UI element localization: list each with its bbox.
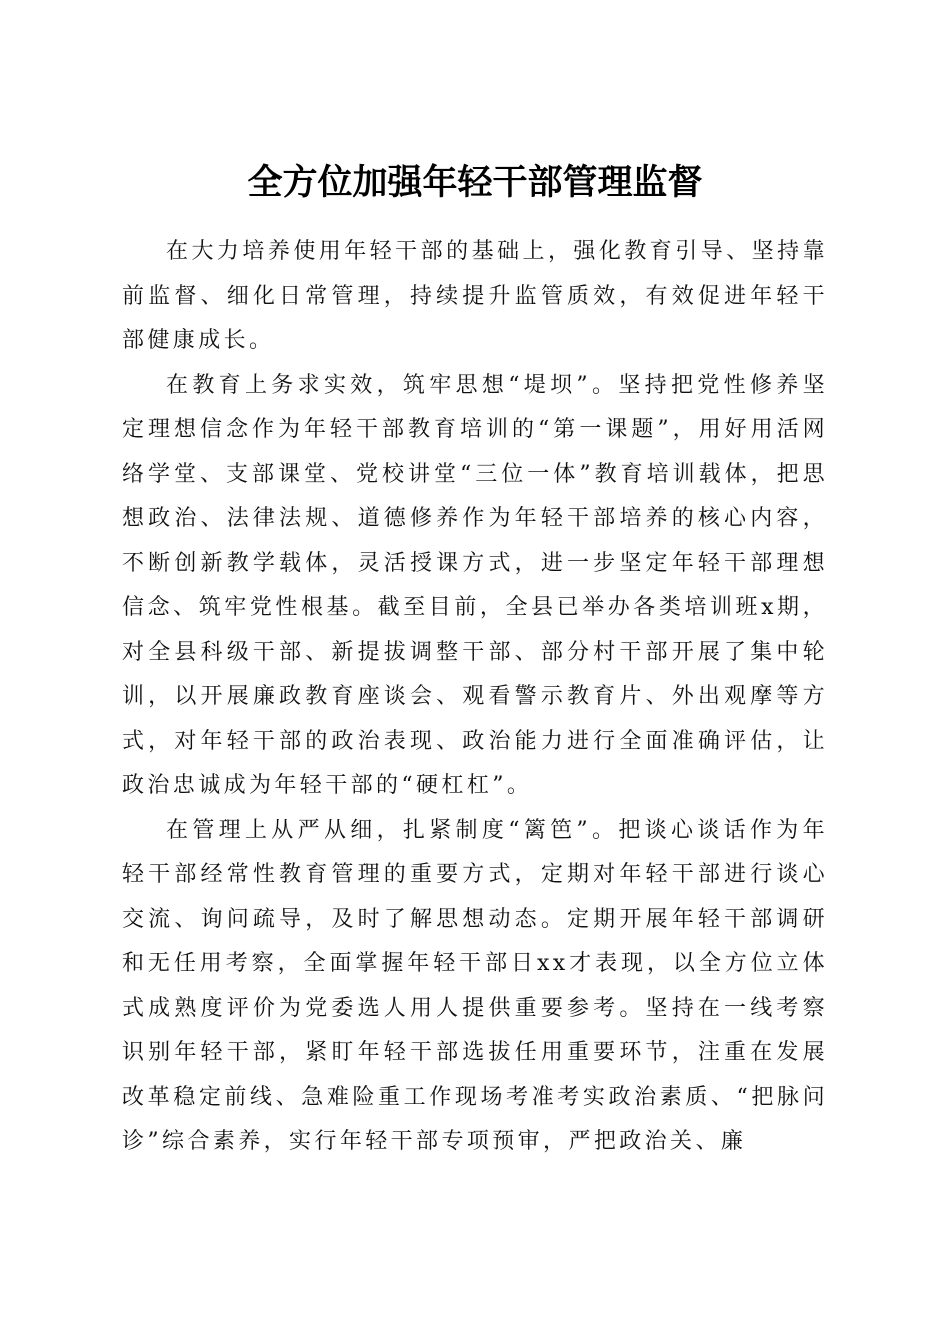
- paragraph-education: 在教育上务求实效，筑牢思想“堤坝”。坚持把党性修养坚定理想信念作为年轻干部教育培训的“第一课题”，用好用活网络学堂、支部课堂、党校讲堂“三位一体”教育培训载体，把思想政治、法律法规、道德修养作为年轻干部培养的核心内容，不断创新教学载体，灵活授课方式，进一步坚定年轻干部理想信念、筑牢党性根基。截至目前，全县已举办各类培训班x期，对全县科级干部、新提拔调整干部、部分村干部开展了集中轮训，以开展廉政教育座谈会、观看警示教育片、外出观摩等方式，对年轻干部的政治表现、政治能力进行全面准确评估，让政治忠诚成为年轻干部的“硬杠杠”。: [122, 372, 828, 798]
- paragraph-intro: 在大力培养使用年轻干部的基础上，强化教育引导、坚持靠前监督、细化日常管理，持续提升监管质效，有效促进年轻干部健康成长。: [122, 239, 828, 353]
- document-body: [122, 230, 828, 1165]
- paragraph-management: 在管理上从严从细，扎紧制度“篱笆”。把谈心谈话作为年轻干部经常性教育管理的重要方式，定期对年轻干部进行谈心交流、询问疏导，及时了解思想动态。定期开展年轻干部调研和无任用考察，全面掌握年轻干部日xx才表现，以全方位立体式成熟度评价为党委选人用人提供重要参考。坚持在一线考察识别年轻干部，紧盯年轻干部选拔任用重要环节，注重在发展改革稳定前线、急难险重工作现场考准考实政治素质、“把脉问诊”综合素养，实行年轻干部专项预审，严把政治关、廉: [122, 817, 828, 1154]
- document-title: 全方位加强年轻干部管理监督: [247, 162, 703, 204]
